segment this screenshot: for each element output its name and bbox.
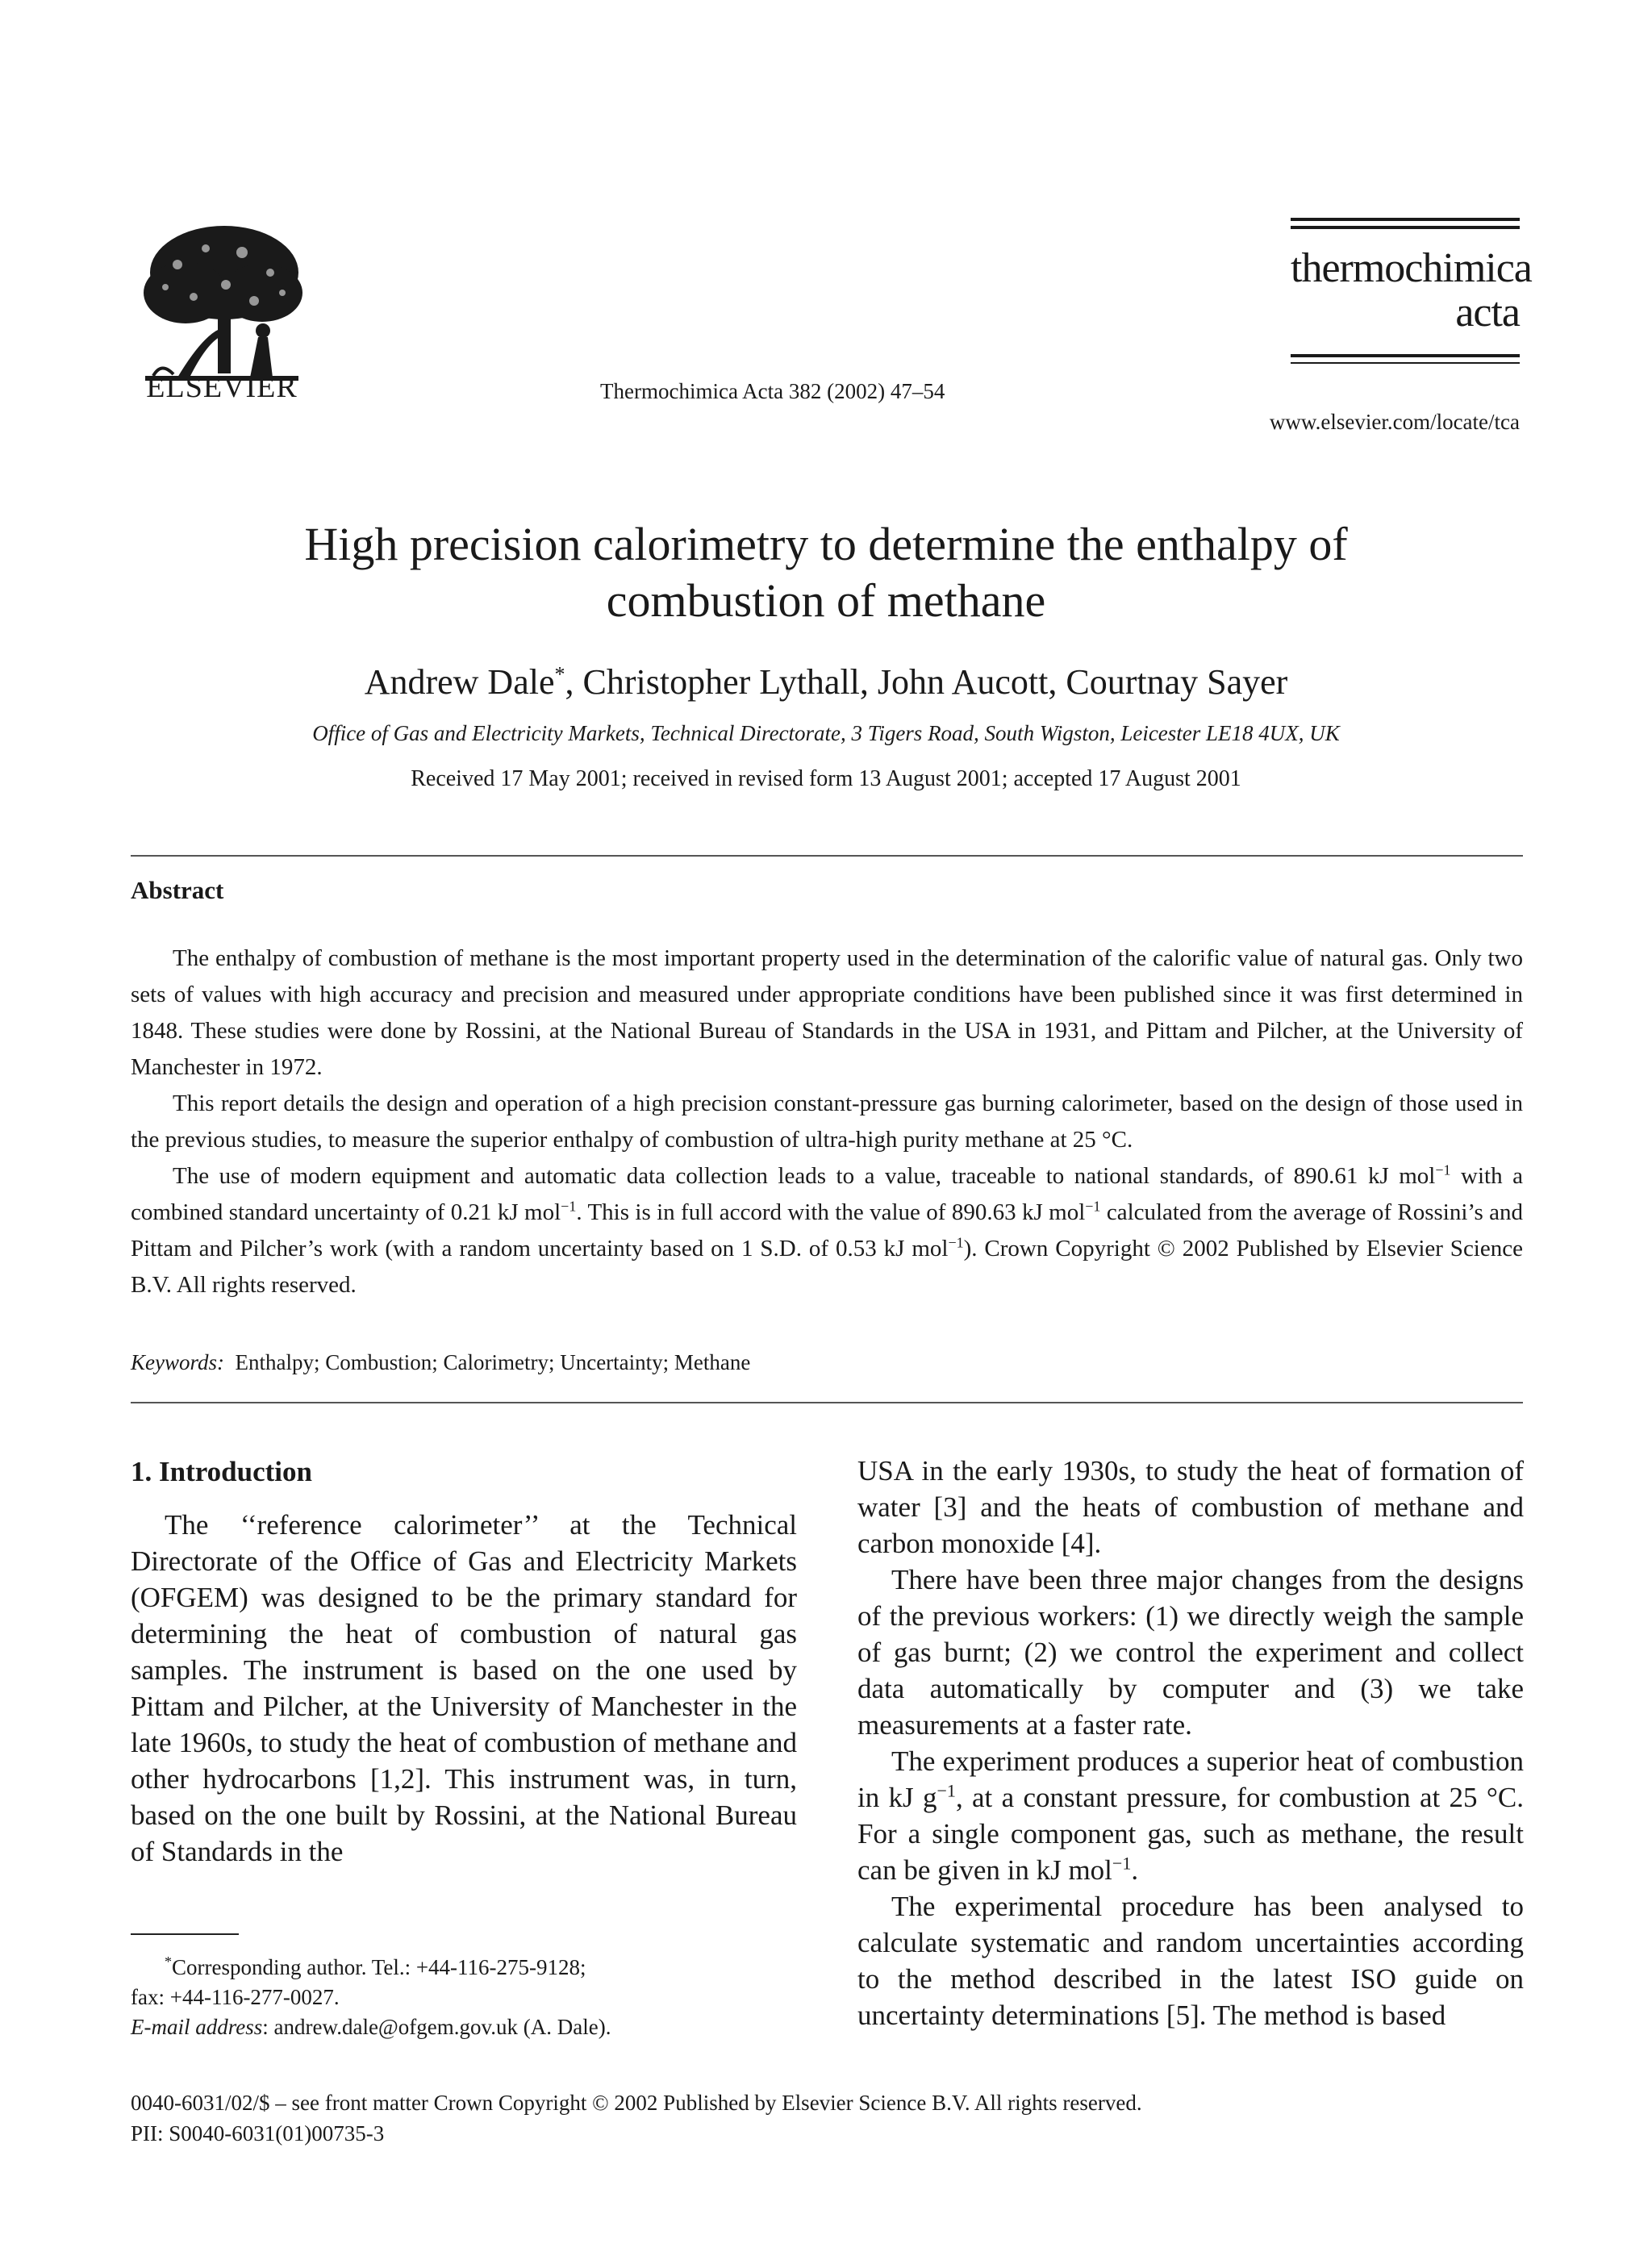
title-line2: combustion of methane [606, 574, 1046, 627]
journal-name [1291, 245, 1532, 336]
journal-citation: Thermochimica Acta 382 (2002) 47–54 [600, 379, 945, 403]
intro-p3-a: The experiment produces a superior heat of combustion in kJ g [857, 1745, 1524, 1813]
footnote-line-1 [131, 1947, 797, 1983]
footnote-email [131, 2012, 797, 2042]
abstract-p3-b: with a combined standard uncertainty of 0.21 kJ mol [131, 1163, 1523, 1225]
journal-name-line1: thermochimica [1291, 245, 1532, 291]
journal-masthead [1291, 218, 1532, 369]
front-matter-notice [131, 2087, 1142, 2149]
intro-paragraph-1-cont: USA in the early 1930s, to study the heat of formation of water [3] and the heats of combustion of methane and carbon monoxide [4]. [857, 1455, 1524, 1559]
footnote-rule [131, 1933, 239, 1935]
keywords-list: Enthalpy; Combustion; Calorimetry; Uncertainty; Methane [235, 1350, 751, 1374]
masthead-rule-top [1291, 218, 1520, 221]
intro-p3-c: . [1131, 1854, 1139, 1886]
exponent: −1 [937, 1780, 956, 1801]
email-address-link[interactable]: : andrew.dale@ofgem.gov.uk (A. Dale). [262, 2015, 611, 2039]
intro-paragraph-1: The ‘‘reference calorimeter’’ at the Technical Directorate of the Office of Gas and Electricity Markets (OFGEM) was designed to be the primary standard for determining the heat of combustion of natural gas samples. The instrument is based on the one used by Pittam and Pilcher, at the University of Manchester in the late 1960s, to study the heat of combustion of methane and other hydrocarbons [1,2]. This instrument was, in turn, based on the one built by Rossini, at the National Bureau of Standards in the [131, 1509, 797, 1867]
author-list [129, 661, 1523, 703]
journal-url-link[interactable]: www.elsevier.com/locate/tca [1269, 410, 1520, 434]
abstract-paragraph-2: This report details the design and operation of a high precision constant-pressure gas burning calorimeter, based on the design of those used in the previous studies, to measure the superior enthalpy of combustion of ultra-high purity methane at 25 °C. [131, 1090, 1523, 1153]
footnote-mark: * [165, 1954, 172, 1970]
masthead-rule-top-2 [1291, 226, 1520, 229]
abstract-paragraph-3 [131, 1158, 1523, 1303]
received-dates: Received 17 May 2001; received in revised form 13 August 2001; accepted 17 August 2001 [411, 766, 1241, 791]
corresponding-author-footnote [131, 1947, 797, 2042]
section-heading-introduction: 1. Introduction [131, 1456, 312, 1487]
abstract-p3-e: ). Crown Copyright © 2002 Published by Elsevier Science B.V. All rights reserved. [131, 1236, 1523, 1298]
exponent: −1 [1112, 1853, 1132, 1874]
article-title [129, 516, 1523, 629]
abstract-p3-a: The use of modern equipment and automatic data collection leads to a value, traceable to national standards, of 890.61 kJ mol [173, 1163, 1436, 1189]
divider-top [131, 855, 1523, 857]
abstract-p3-d: calculated from the average of Rossini’s and Pittam and Pilcher’s work (with a random uncertainty based on 1 S.D. of 0.53 kJ mol [131, 1199, 1524, 1261]
exponent: −1 [1435, 1161, 1451, 1178]
masthead-rule-bottom-2 [1291, 362, 1520, 364]
left-column [131, 1507, 797, 1870]
right-column [857, 1453, 1524, 2033]
email-label: E-mail address [131, 2015, 263, 2039]
abstract-paragraph-1: The enthalpy of combustion of methane is the most important property used in the determination of the calorific value of natural gas. Only two sets of values with high accuracy and precision and measured under appropriate conditions have been published since it was first determined in 1848. These studies were done by Rossini, at the National Bureau of Standards in the USA in 1931, and Pittam and Pilcher, at the University of Manchester in 1972. [131, 945, 1523, 1080]
exponent: −1 [1085, 1198, 1101, 1215]
intro-p3-b: , at a constant pressure, for combustion at 25 °C. For a single component gas, such as methane, the result can be given in kJ mol [857, 1782, 1524, 1886]
pii-line: PII: S0040-6031(01)00735-3 [131, 2121, 385, 2145]
journal-name-line2: acta [1455, 289, 1520, 336]
author-1: Andrew Dale [364, 662, 555, 702]
intro-paragraph-2: There have been three major changes from the designs of the previous workers: (1) we directly weigh the sample of gas burnt; (2) we control the experiment and collect data automatically by computer and (3) we take measurements at a faster rate. [857, 1564, 1524, 1741]
exponent: −1 [948, 1234, 964, 1251]
masthead-rule-bottom [1291, 354, 1520, 357]
keywords-label: Keywords: [131, 1350, 224, 1374]
publisher-name: ELSEVIER [146, 370, 298, 404]
keywords [131, 1350, 750, 1375]
affiliation: Office of Gas and Electricity Markets, Technical Directorate, 3 Tigers Road, South Wigston, Leicester LE18 4UX, UK [312, 721, 1340, 745]
corresponding-mark: * [554, 662, 565, 686]
intro-paragraph-3 [857, 1743, 1524, 1888]
footnote-fax: fax: +44-116-277-0027. [131, 1985, 340, 2009]
footnote-tel: Corresponding author. Tel.: +44-116-275-9128; [172, 1955, 586, 1979]
abstract-body [131, 940, 1523, 1303]
abstract-p3-c: . This is in full accord with the value of 890.63 kJ mol [576, 1199, 1086, 1225]
exponent: −1 [561, 1198, 577, 1215]
intro-paragraph-4: The experimental procedure has been analysed to calculate systematic and random uncertainties according to the method described in the latest ISO guide on uncertainty determinations [5]. The method is based [857, 1891, 1524, 2031]
abstract-heading: Abstract [131, 876, 224, 904]
divider-bottom [131, 1402, 1523, 1403]
title-line1: High precision calorimetry to determine the enthalpy of [304, 518, 1348, 570]
authors-rest: , Christopher Lythall, John Aucott, Courtnay Sayer [565, 662, 1288, 702]
copyright-line: 0040-6031/02/$ – see front matter Crown Copyright © 2002 Published by Elsevier Science B.V. All rights reserved. [131, 2091, 1142, 2115]
